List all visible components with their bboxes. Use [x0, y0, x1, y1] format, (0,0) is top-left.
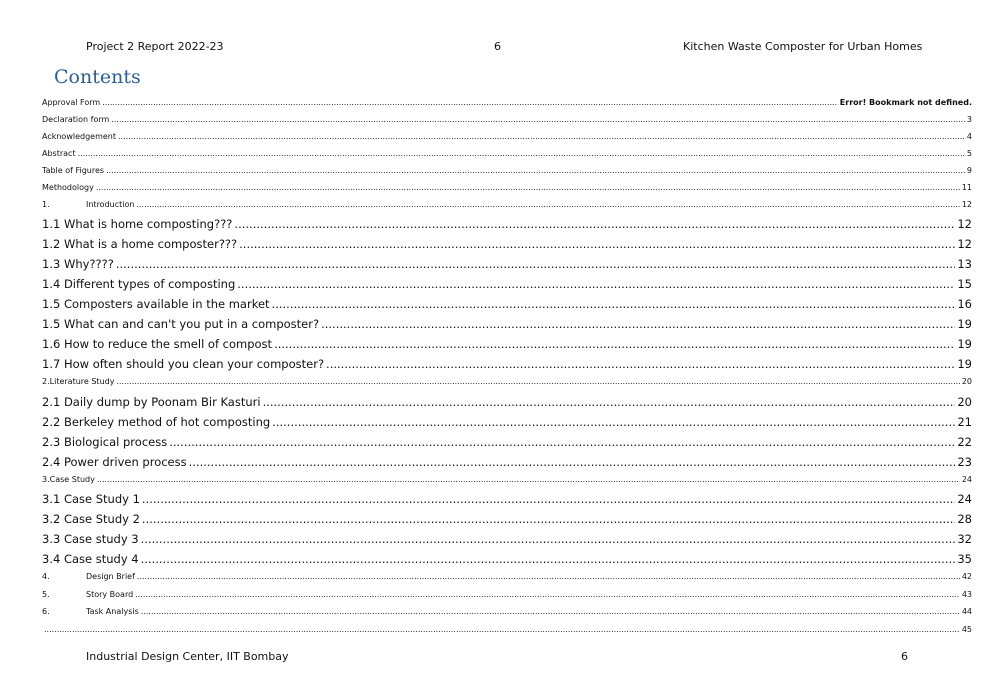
toc-dot-leader	[96, 184, 960, 192]
toc-entry[interactable]	[42, 339, 972, 351]
toc-dot-leader	[234, 219, 955, 231]
toc-page-number: 5	[966, 149, 972, 158]
toc-entry-label: Abstract	[42, 149, 76, 158]
toc-dot-leader	[263, 397, 956, 409]
toc-dot-leader	[141, 534, 956, 546]
toc-dot-leader	[102, 99, 838, 107]
toc-entry-label: Approval Form	[42, 98, 101, 107]
toc-entry-label: Acknowledgement	[42, 132, 117, 141]
toc-entry-label: 1.5 Composters available in the market	[42, 297, 270, 311]
toc-page-number: 22	[957, 435, 972, 449]
toc-dot-leader	[44, 626, 960, 634]
toc-entry[interactable]	[42, 201, 972, 209]
header-page-number: 6	[494, 40, 501, 53]
toc-dot-leader	[272, 417, 955, 429]
toc-entry-label: 1.1 What is home composting???	[42, 217, 233, 231]
toc-page-number: 35	[957, 552, 972, 566]
toc-entry[interactable]	[42, 476, 972, 484]
toc-page-number: 28	[957, 512, 972, 526]
toc-page-number: 21	[957, 415, 972, 429]
toc-error-text: Error! Bookmark not defined.	[839, 98, 972, 107]
toc-entry[interactable]	[42, 150, 972, 158]
toc-entry-label: 1.7 How often should you clean your composter?	[42, 357, 325, 371]
toc-entry[interactable]	[42, 299, 972, 311]
toc-entry[interactable]	[42, 417, 972, 429]
toc-entry[interactable]	[42, 397, 972, 409]
header-right: Kitchen Waste Composter for Urban Homes	[683, 40, 923, 53]
toc-page-number: 24	[961, 475, 972, 484]
toc-page-number: 20	[961, 377, 972, 386]
toc-page-number: 24	[957, 492, 972, 506]
contents-title: Contents	[54, 66, 141, 88]
toc-page-number: 12	[957, 217, 972, 231]
toc-entry[interactable]	[42, 359, 972, 371]
toc-entry[interactable]	[42, 319, 972, 331]
toc-entry-label: Declaration form	[42, 115, 110, 124]
toc-entry-label: 2.Literature Study	[42, 377, 115, 386]
toc-entry[interactable]	[42, 279, 972, 291]
toc-entry-label: Table of Figures	[42, 166, 105, 175]
toc-entry-number: 1.	[42, 200, 50, 209]
toc-dot-leader	[142, 514, 955, 526]
toc-page-number: 11	[961, 183, 972, 192]
toc-dot-leader	[189, 457, 956, 469]
toc-page-number: 44	[961, 607, 972, 616]
toc-entry[interactable]	[42, 573, 972, 581]
toc-entry-label: 1.3 Why????	[42, 257, 114, 271]
toc-entry-label: 3.Case Study	[42, 475, 95, 484]
toc-dot-leader	[118, 133, 965, 141]
toc-entry-label: 2.4 Power driven process	[42, 455, 187, 469]
toc-entry-label: 3.1 Case Study 1	[42, 492, 140, 506]
toc-page-number: 43	[961, 590, 972, 599]
toc-page-number: 20	[957, 395, 972, 409]
toc-dot-leader	[116, 378, 959, 386]
toc-entry[interactable]	[42, 99, 972, 107]
toc-entry-number: 5.	[42, 590, 50, 599]
toc-entry[interactable]	[42, 608, 972, 616]
toc-entry[interactable]	[42, 133, 972, 141]
toc-entry[interactable]	[42, 494, 972, 506]
toc-entry-label: 3.3 Case study 3	[42, 532, 139, 546]
toc-entry[interactable]	[42, 259, 972, 271]
toc-entry-label: Methodology	[42, 183, 94, 192]
toc-entry[interactable]	[42, 591, 972, 599]
toc-page-number: 12	[961, 200, 972, 209]
toc-entry[interactable]	[42, 554, 972, 566]
toc-entry[interactable]	[42, 239, 972, 251]
toc-entry[interactable]	[42, 437, 972, 449]
toc-entry-label: Design Brief	[86, 572, 135, 581]
toc-entry-label: 2.3 Biological process	[42, 435, 168, 449]
footer-left: Industrial Design Center, IIT Bombay	[86, 650, 289, 663]
toc-dot-leader	[106, 167, 965, 175]
toc-entry-label: Story Board	[86, 590, 134, 599]
toc-dot-leader	[137, 573, 960, 581]
toc-entry[interactable]	[42, 457, 972, 469]
footer-page-number: 6	[901, 650, 908, 663]
toc-dot-leader	[78, 150, 965, 158]
toc-page-number: 32	[957, 532, 972, 546]
toc-page-number: 23	[957, 455, 972, 469]
toc-dot-leader	[239, 239, 955, 251]
toc-page-number: 19	[957, 357, 972, 371]
toc-entry-number: 6.	[42, 607, 50, 616]
toc-entry[interactable]	[42, 626, 972, 634]
toc-dot-leader	[237, 279, 955, 291]
header-left: Project 2 Report 2022-23	[86, 40, 224, 53]
toc-dot-leader	[136, 201, 959, 209]
toc-entry-label: 3.4 Case study 4	[42, 552, 139, 566]
toc-page-number: 45	[961, 625, 972, 634]
toc-page-number: 42	[961, 572, 972, 581]
toc-dot-leader	[326, 359, 955, 371]
toc-dot-leader	[111, 116, 965, 124]
toc-page-number: 12	[957, 237, 972, 251]
toc-entry[interactable]	[42, 534, 972, 546]
toc-page-number: 19	[957, 337, 972, 351]
toc-entry-label: 1.4 Different types of composting	[42, 277, 236, 291]
toc-entry[interactable]	[42, 378, 972, 386]
toc-entry-label: 3.2 Case Study 2	[42, 512, 140, 526]
toc-page-number: 9	[966, 166, 972, 175]
toc-entry-label: Task Analysis	[86, 607, 139, 616]
toc-page-number: 15	[957, 277, 972, 291]
toc-entry[interactable]	[42, 219, 972, 231]
toc-dot-leader	[272, 299, 956, 311]
toc-page-number: 13	[957, 257, 972, 271]
toc-dot-leader	[141, 554, 956, 566]
toc-dot-leader	[169, 437, 955, 449]
toc-page-number: 19	[957, 317, 972, 331]
toc-page-number: 16	[957, 297, 972, 311]
toc-dot-leader	[321, 319, 955, 331]
toc-entry[interactable]	[42, 116, 972, 124]
toc-entry-label: 1.2 What is a home composter???	[42, 237, 238, 251]
toc-dot-leader	[135, 591, 960, 599]
toc-dot-leader	[141, 608, 960, 616]
toc-entry-label: 1.6 How to reduce the smell of compost	[42, 337, 273, 351]
toc-page-number: 4	[966, 132, 972, 141]
toc-entry-label: 1.5 What can and can't you put in a composter?	[42, 317, 320, 331]
toc-dot-leader	[116, 259, 956, 271]
toc-entry[interactable]	[42, 184, 972, 192]
toc-dot-leader	[97, 476, 960, 484]
toc-entry-label: 2.2 Berkeley method of hot composting	[42, 415, 271, 429]
toc-page-number: 3	[966, 115, 972, 124]
toc-entry[interactable]	[42, 514, 972, 526]
toc-dot-leader	[274, 339, 955, 351]
toc-entry[interactable]	[42, 167, 972, 175]
toc-entry-number: 4.	[42, 572, 50, 581]
toc-entry-label: Introduction	[86, 200, 135, 209]
toc-dot-leader	[142, 494, 955, 506]
toc-entry-label: 2.1 Daily dump by Poonam Bir Kasturi	[42, 395, 261, 409]
